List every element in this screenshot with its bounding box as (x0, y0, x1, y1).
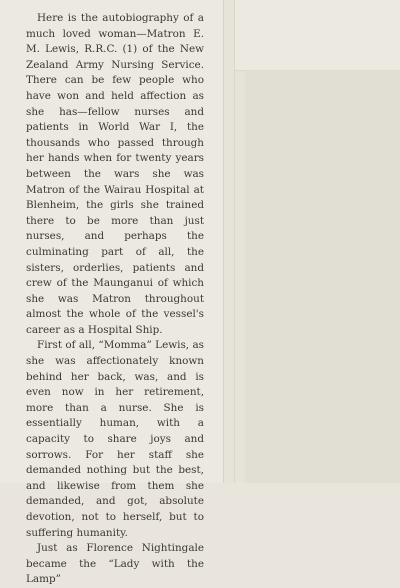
paragraph-momma-lewis: First of all, “Momma” Lewis, as she was affectionately known behind her back, was, and is even now in her retirement, more than a nurse. She is essentially human, with a capacity to share joys and sorrows. For her staff she demanded nothing but the best, and likewise from them she demanded, and got, absolute devotion, not to herself, but to suffering humanity. (26, 339, 204, 539)
paragraph-nightingale: Just as Florence Nightingale became the “Lady with the Lamp” (26, 542, 204, 586)
paragraph-intro: Here is the autobiography of a much loved woman—Matron E. M. Lewis, R.R.C. (1) of the New Zealand Army Nursing Service. There can be few people who have won and held affection as she has—fellow nurses and patients in World War I, the thousands who passed through her hands when for twenty years between the wars she was Matron of the Wairau Hospital at Blenheim, the girls she trained there to be more than just nurses, and perhaps the culminating part of all, the sisters, orderlies, patients and crew of the Maunganui of which she was Matron throughout almost the whole of the vessel's career as a Hospital Ship. (26, 12, 204, 336)
text-column (26, 11, 204, 588)
right-page-inner-panel (245, 70, 400, 483)
right-page-top-band (234, 0, 400, 71)
right-page-edge (234, 0, 235, 483)
